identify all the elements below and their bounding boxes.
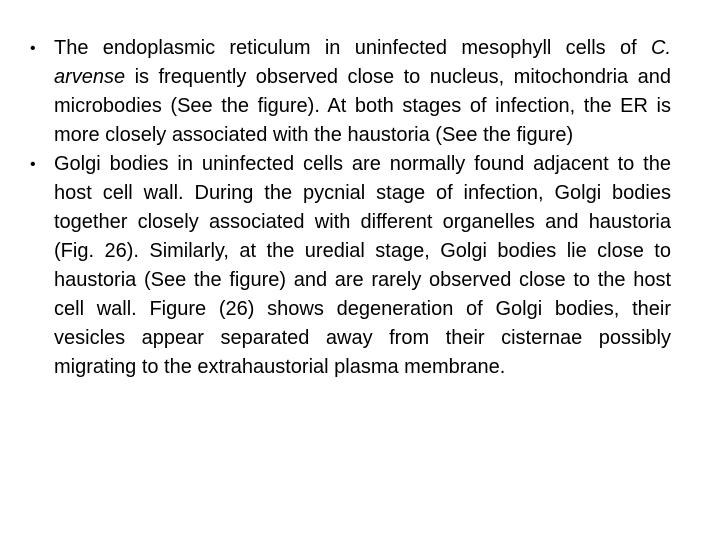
bullet-marker: •	[30, 40, 36, 57]
bullet-golgi-bodies	[30, 150, 671, 382]
bullet-list	[30, 34, 671, 382]
bullet-text: Golgi bodies in uninfected cells are normally found adjacent to the host cell wall. During the pycnial stage of infection, Golgi bodies together closely associated with different organelles and haustoria (Fig. 26). Similarly, at the uredial stage, Golgi bodies lie close to haustoria (See the figure) and are rarely observed close to the host cell wall. Figure (26) shows degeneration of Golgi bodies, their vesicles appear separated away from their cisternae possibly migrating to the extrahaustorial plasma membrane.	[54, 153, 671, 378]
species-name: C. arvense	[54, 37, 671, 88]
bullet-text-continued: is frequently observed close to nucleus, mitochondria and microbodies (See the figure). At both stages of infection, the ER is more closely associated with the haustoria (See the figure)	[54, 66, 671, 146]
bullet-endoplasmic-reticulum	[30, 34, 671, 150]
bullet-text: The endoplasmic reticulum in uninfected mesophyll cells of	[54, 37, 651, 59]
bullet-marker: •	[30, 156, 36, 173]
